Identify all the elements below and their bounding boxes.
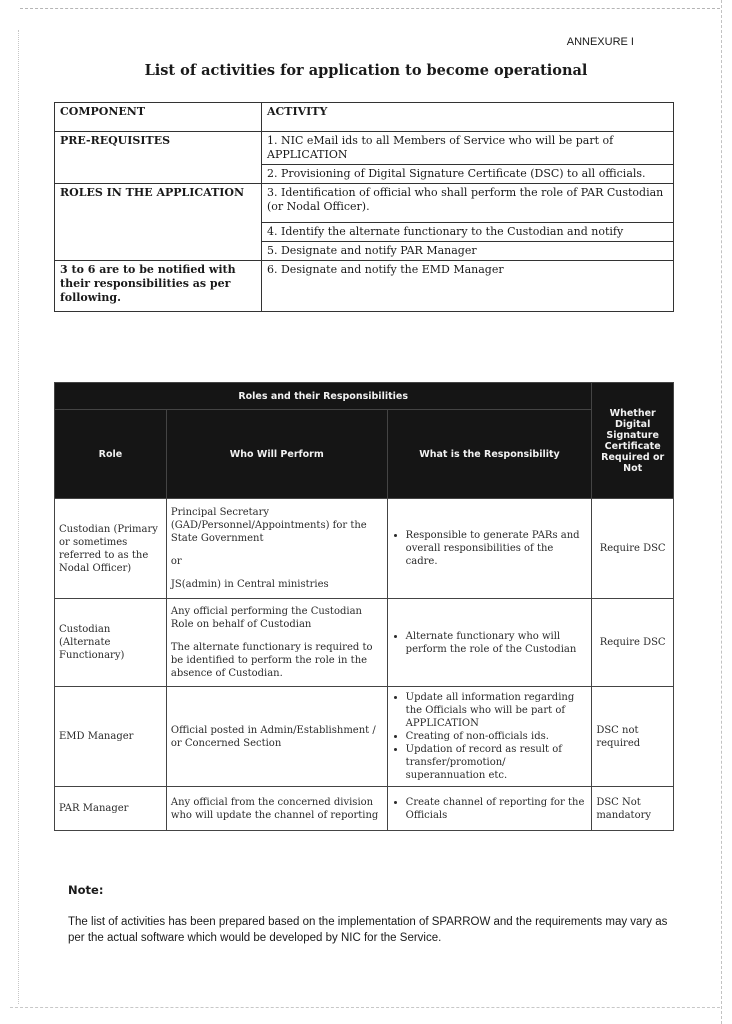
- performer-line: or: [170, 556, 182, 567]
- activities-table: [54, 102, 674, 312]
- roles-header-row: [55, 410, 674, 499]
- activity-item-5: 5. Designate and notify PAR Manager: [262, 242, 674, 261]
- role-dsc: Require DSC: [592, 599, 674, 687]
- performer-line: Any official from the concerned division who will update the channel of reporting: [170, 796, 379, 821]
- responsibility-item: • Updation of record as result of transfer/promotion/ superannuation etc.: [406, 743, 588, 782]
- performer-line: Principal Secretary (GAD/Personnel/Appointments) for the State Government: [170, 507, 367, 544]
- responsibility-item: • Update all information regarding the Officials who will be part of APPLICATION: [406, 691, 588, 730]
- activity-item-2: 2. Provisioning of Digital Signature Certificate (DSC) to all officials.: [262, 165, 674, 184]
- role-performer: [166, 787, 387, 831]
- responsibility-item: • Create channel of reporting for the Officials: [406, 796, 588, 822]
- role-responsibility: [387, 787, 592, 831]
- role-performer: [166, 687, 387, 787]
- header-activity: ACTIVITY: [262, 103, 674, 132]
- activity-item-6: 6. Designate and notify the EMD Manager: [262, 261, 674, 312]
- performer-line: The alternate functionary is required to be identified to perform the role in the absence of Custodian.: [170, 642, 373, 679]
- roles-table: [54, 382, 674, 831]
- roles-label: ROLES IN THE APPLICATION: [55, 184, 262, 261]
- performer-line: Any official performing the Custodian Role on behalf of Custodian: [170, 606, 362, 630]
- role-row: [55, 687, 674, 787]
- activity-item-3: 3. Identification of official who shall perform the role of PAR Custodian (or Nodal Officer).: [262, 184, 674, 223]
- role-responsibility: [387, 599, 592, 687]
- notify-label: 3 to 6 are to be notified with their responsibilities as per following.: [55, 261, 262, 312]
- note-title: Note:: [68, 883, 104, 897]
- responsibility-item: • Creating of non-officials ids.: [406, 730, 588, 743]
- note-text: The list of activities has been prepared based on the implementation of SPARROW and the requirements may vary as per the actual software which would be developed by NIC for the Service.: [68, 916, 668, 944]
- activity-item-1: 1. NIC eMail ids to all Members of Service who will be part of APPLICATION: [262, 132, 674, 165]
- role-dsc: DSC Not mandatory: [592, 787, 674, 831]
- annexure-label: ANNEXURE I: [566, 36, 634, 48]
- role-responsibility: [387, 499, 592, 599]
- role-row: [55, 499, 674, 599]
- activities-header-row: [55, 103, 674, 132]
- header-responsibility: What is the Responsibility: [387, 410, 592, 499]
- activity-item-4: 4. Identify the alternate functionary to the Custodian and notify: [262, 223, 674, 242]
- roles-banner-row: [55, 383, 674, 410]
- prereq-label: PRE-REQUISITES: [55, 132, 262, 184]
- activity-row: [55, 184, 674, 223]
- role-dsc: DSC not required: [592, 687, 674, 787]
- header-component: COMPONENT: [55, 103, 262, 132]
- scan-edge-right: [721, 0, 722, 1024]
- role-row: [55, 787, 674, 831]
- activity-row: [55, 132, 674, 165]
- responsibility-item: • Alternate functionary who will perform the role of the Custodian: [406, 630, 588, 656]
- header-role: Role: [55, 410, 167, 499]
- role-responsibility: [387, 687, 592, 787]
- role-dsc: Require DSC: [592, 499, 674, 599]
- role-row: [55, 599, 674, 687]
- scan-edge-top: [20, 8, 720, 9]
- role-name: Custodian (Primary or sometimes referred to as the Nodal Officer): [55, 499, 167, 599]
- performer-line: JS(admin) in Central ministries: [170, 579, 329, 590]
- roles-banner: Roles and their Responsibilities: [55, 383, 592, 410]
- role-name: PAR Manager: [55, 787, 167, 831]
- role-name: Custodian (Alternate Functionary): [55, 599, 167, 687]
- header-dsc: Whether Digital Signature Certificate Required or Not: [592, 383, 674, 499]
- role-name: EMD Manager: [55, 687, 167, 787]
- performer-line: Official posted in Admin/Establishment / or Concerned Section: [170, 724, 376, 749]
- scan-edge-left: [18, 30, 19, 1004]
- role-performer: [166, 599, 387, 687]
- header-who-will-perform: Who Will Perform: [166, 410, 387, 499]
- responsibility-item: • Responsible to generate PARs and overall responsibilities of the cadre.: [406, 529, 588, 568]
- scan-edge-bottom: [10, 1007, 720, 1008]
- activity-row: [55, 261, 674, 312]
- page-title: List of activities for application to become operational: [144, 62, 588, 79]
- role-performer: [166, 499, 387, 599]
